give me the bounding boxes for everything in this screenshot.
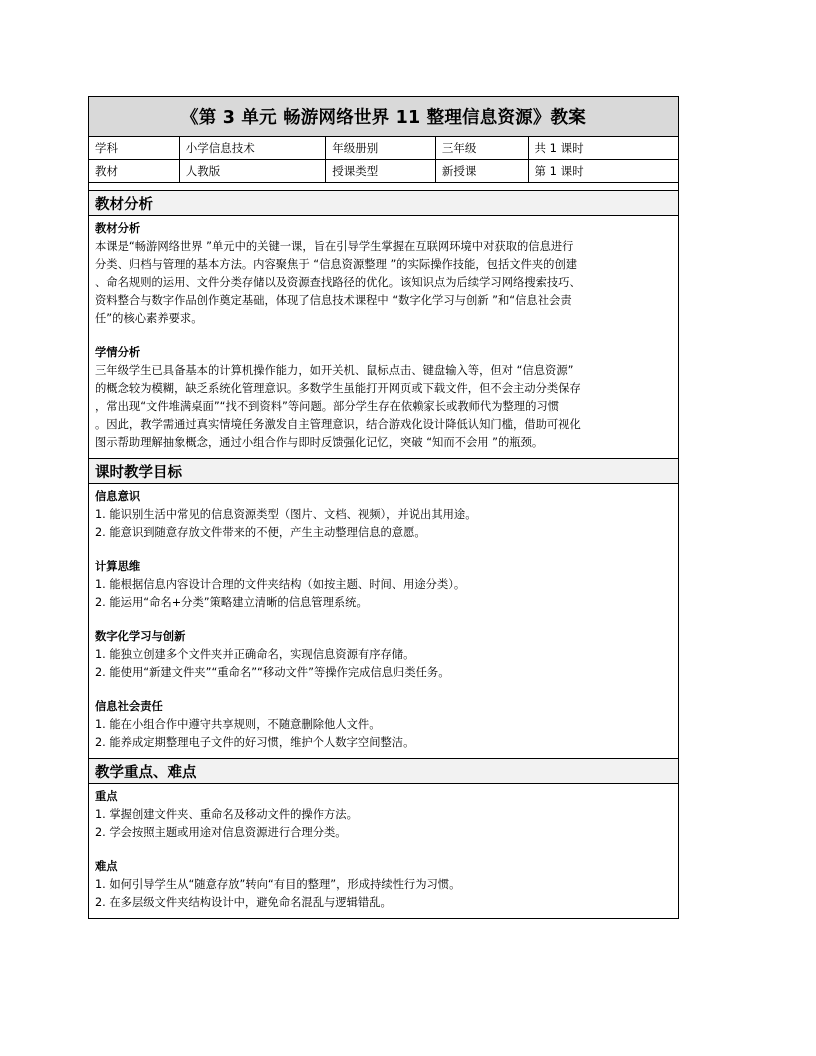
- goal-item: 1. 能独立创建多个文件夹并正确命名，实现信息资源有序存储。: [95, 648, 415, 661]
- text-line: 的概念较为模糊，缺乏系统化管理意识。多数学生虽能打开网页或下载文件，但不会主动分类保存: [95, 382, 581, 395]
- analysis-body: [89, 216, 678, 459]
- goals-body: [89, 484, 678, 759]
- goal-item: 1. 能在小组合作中遵守共享规则，不随意删除他人文件。: [95, 718, 381, 731]
- text-line: 任”的核心素养要求。: [95, 312, 203, 325]
- goal-item: 1. 能识别生活中常见的信息资源类型（图片、文档、视频），并说出其用途。: [95, 508, 477, 521]
- text-line: 本课是“畅游网络世界 ”单元中的关键一课，旨在引导学生掌握在互联网环境中对获取的信息进行: [95, 240, 574, 253]
- document-title: 《第 3 单元 畅游网络世界 11 整理信息资源》教案: [89, 97, 678, 137]
- text-line: 、命名规则的运用、文件分类存储以及资源查找路径的优化。该知识点为后续学习网络搜索技巧、: [95, 276, 581, 289]
- goal-group-label: 计算思维: [95, 560, 141, 573]
- focus-label: 重点: [95, 790, 118, 803]
- difficulty-item: 1. 如何引导学生从“随意存放”转向“有目的整理”，形成持续性行为习惯。: [95, 878, 461, 891]
- goal-item: 2. 能意识到随意存放文件带来的不便，产生主动整理信息的意愿。: [95, 526, 426, 539]
- total-periods: 共 1 课时: [534, 141, 584, 155]
- grade-label: 年级册别: [326, 137, 436, 159]
- focus-item: 2. 学会按照主题或用途对信息资源进行合理分类。: [95, 826, 347, 839]
- difficulty-item: 2. 在多层级文件夹结构设计中，避免命名混乱与逻辑错乱。: [95, 896, 392, 909]
- text-line: 三年级学生已具备基本的计算机操作能力，如开关机、鼠标点击、键盘输入等，但对 “信息资源”: [95, 364, 574, 377]
- text-line: 。因此，教学需通过真实情境任务激发自主管理意识，结合游戏化设计降低认知门槛，借助可视化: [95, 418, 581, 431]
- lesson-type-label: 授课类型: [326, 160, 436, 182]
- current-period: 第 1 课时: [534, 164, 584, 178]
- goal-item: 1. 能根据信息内容设计合理的文件夹结构（如按主题、时间、用途分类）。: [95, 578, 466, 591]
- subject-value: 小学信息技术: [180, 137, 327, 159]
- goal-group-label: 信息意识: [95, 490, 141, 503]
- info-row-subject: [89, 137, 678, 160]
- learner-analysis-text: [95, 362, 672, 452]
- subject-label: 学科: [89, 137, 180, 159]
- text-line: ，常出现“文件堆满桌面”“找不到资料”等问题。部分学生存在依赖家长或教师代为整理的习惯: [95, 400, 559, 413]
- analysis-heading: 教材分析: [89, 190, 678, 216]
- focus-item: 1. 掌握创建文件夹、重命名及移动文件的操作方法。: [95, 808, 358, 821]
- textbook-value: 人教版: [180, 160, 327, 182]
- goal-group-label: 数字化学习与创新: [95, 630, 186, 643]
- text-line: 分类、归档与管理的基本方法。内容聚焦于 “信息资源整理 ”的实际操作技能，包括文件夹的创建: [95, 258, 578, 271]
- text-line: 资料整合与数字作品创作奠定基础，体现了信息技术课程中 “数字化学习与创新 ”和“信息社会责: [95, 294, 572, 307]
- keypoints-body: [89, 784, 678, 918]
- keypoints-heading: 教学重点、难点: [89, 759, 678, 784]
- textbook-analysis-text: [95, 238, 672, 328]
- goal-item: 2. 能运用“命名+分类”策略建立清晰的信息管理系统。: [95, 596, 368, 609]
- textbook-label: 教材: [89, 160, 180, 182]
- text-line: 图示帮助理解抽象概念，通过小组合作与即时反馈强化记忆，突破 “知而不会用 ”的瓶颈。: [95, 436, 544, 449]
- goal-item: 2. 能养成定期整理电子文件的好习惯，维护个人数字空间整洁。: [95, 736, 415, 749]
- grade-value: 三年级: [436, 137, 529, 159]
- goal-item: 2. 能使用“新建文件夹”“重命名”“移动文件”等操作完成信息归类任务。: [95, 666, 450, 679]
- lesson-plan-table: [88, 96, 679, 919]
- learner-analysis-subheading: 学情分析: [95, 346, 141, 359]
- info-row-textbook: [89, 160, 678, 183]
- lesson-type-value: 新授课: [436, 160, 529, 182]
- goals-heading: 课时教学目标: [89, 459, 678, 484]
- difficulty-label: 难点: [95, 860, 118, 873]
- goal-group-label: 信息社会责任: [95, 700, 163, 713]
- textbook-analysis-subheading: 教材分析: [95, 222, 141, 235]
